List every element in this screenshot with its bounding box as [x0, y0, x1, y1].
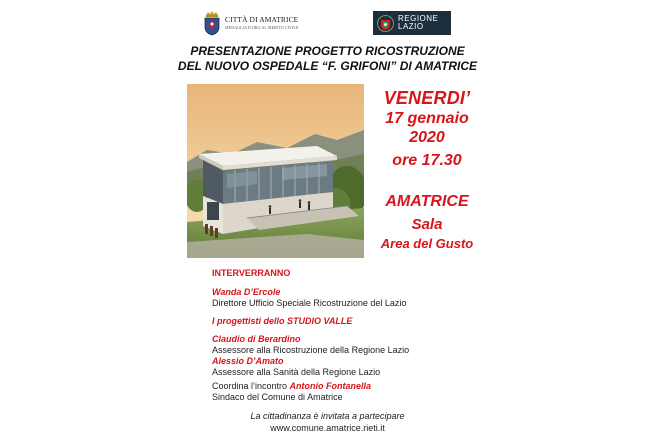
website-link[interactable]: www.comune.amatrice.rieti.it	[270, 423, 385, 433]
city-logo-subtitle: MEDAGLIA D'ORO AL MERITO CIVILE	[225, 24, 299, 30]
city-crest-icon	[203, 10, 221, 36]
speaker-4-role: Assessore alla Sanità della Regione Lazio	[212, 367, 381, 377]
moderator-name: Antonio Fontanella	[289, 381, 372, 391]
speaker-3-role: Assessore alla Ricostruzione della Regione Lazio	[212, 345, 410, 355]
event-venue-line2: Area del Gusto	[380, 236, 474, 251]
invitation-text: La cittadinanza è invitata a partecipare	[250, 411, 405, 421]
lazio-logo-line2: LAZIO	[398, 22, 424, 31]
lazio-crest-icon	[377, 15, 394, 32]
city-logo-title: CITTÀ DI AMATRICE	[225, 15, 299, 25]
event-time: ore 17.30	[392, 152, 462, 169]
lazio-logo-line1: REGIONE	[398, 14, 439, 23]
event-venue-line1: Sala	[411, 216, 443, 233]
title-line-1: PRESENTAZIONE PROGETTO RICOSTRUZIONE	[190, 44, 465, 58]
speaker-2-name: I progettisti dello STUDIO VALLE	[212, 316, 353, 326]
event-city: AMATRICE	[385, 193, 469, 210]
moderator-line	[212, 381, 371, 392]
regione-lazio-logo	[373, 11, 451, 35]
speaker-4-name: Alessio D’Amato	[212, 356, 284, 366]
event-day: VENERDI’	[383, 88, 471, 108]
title-line-2: DEL NUOVO OSPEDALE “F. GRIFONI” DI AMATRICE	[177, 59, 478, 73]
moderator-prefix: Coordina l’incontro	[212, 381, 290, 391]
hospital-rendering-image	[187, 84, 364, 258]
speakers-heading: INTERVERRANNO	[212, 268, 291, 278]
event-year: 2020	[409, 129, 445, 146]
event-date: 17 gennaio	[385, 110, 469, 127]
moderator-role: Sindaco del Comune di Amatrice	[212, 392, 343, 402]
speaker-1-role: Direttore Ufficio Speciale Ricostruzione del Lazio	[212, 298, 407, 308]
speaker-3-name: Claudio di Berardino	[212, 334, 301, 344]
speaker-1-name: Wanda D’Ercole	[212, 287, 281, 297]
amatrice-logo	[203, 9, 299, 37]
